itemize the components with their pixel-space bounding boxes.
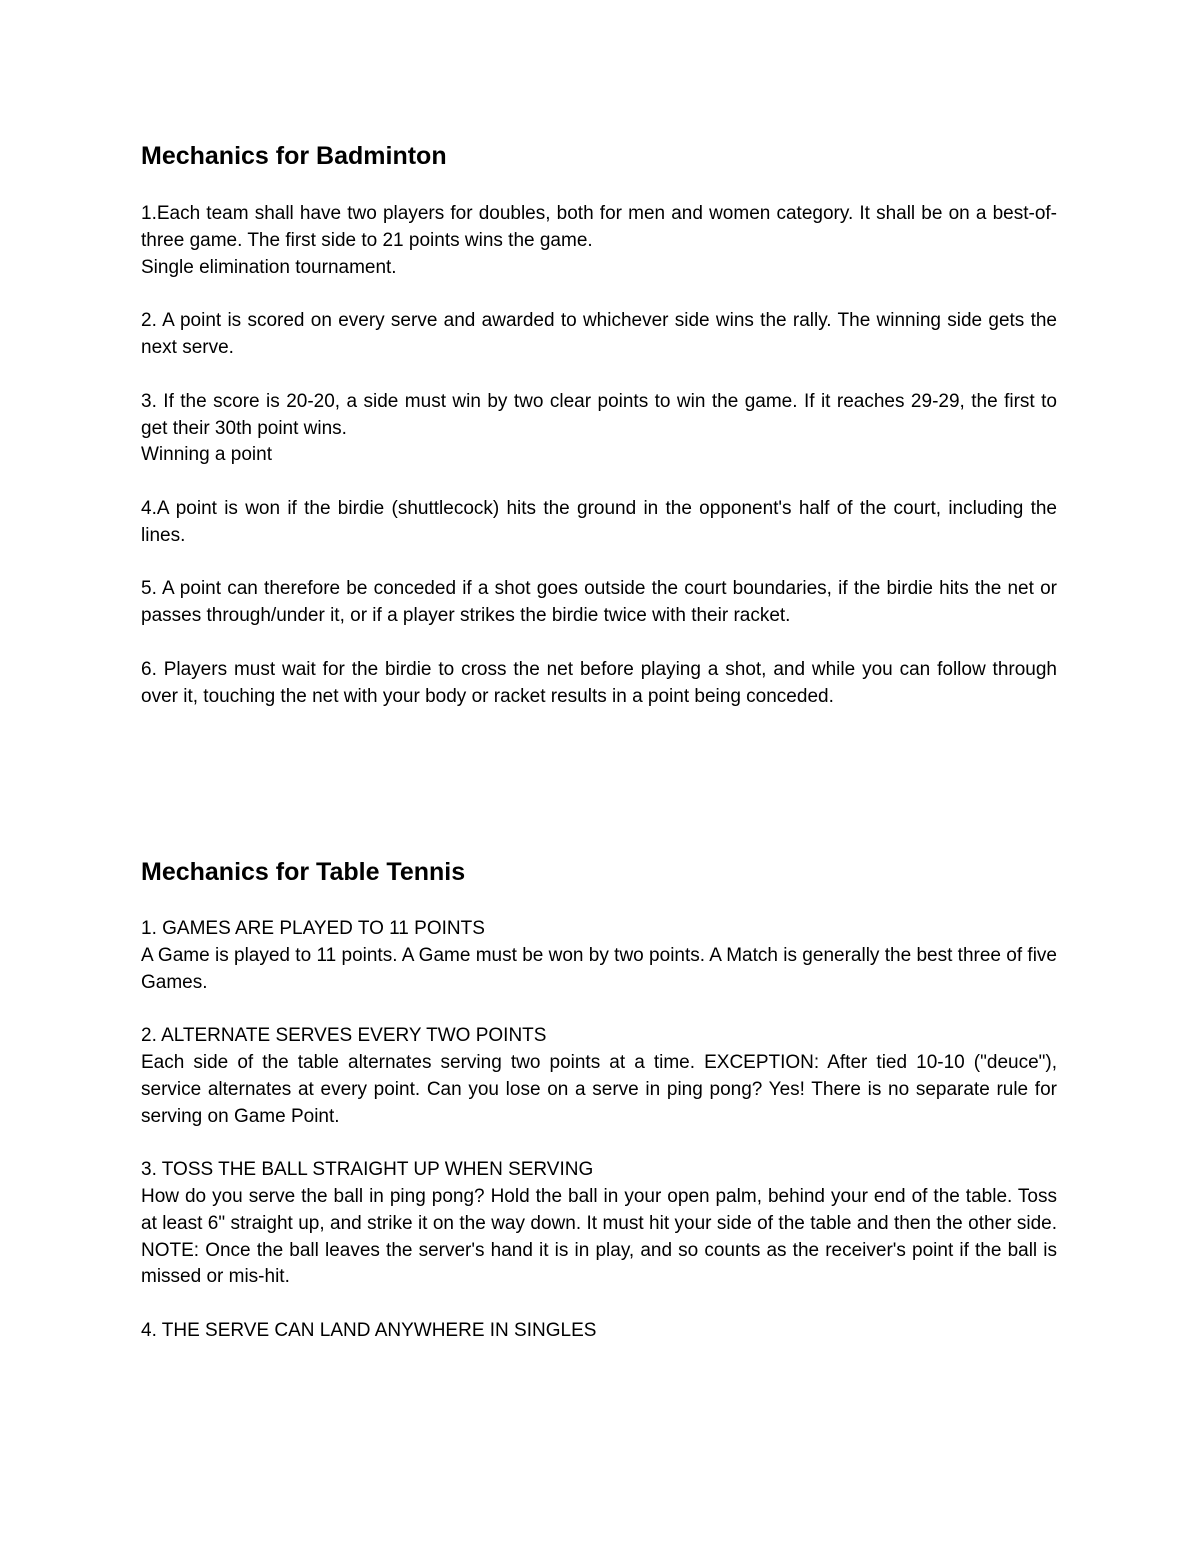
badminton-title: Mechanics for Badminton [141,142,447,170]
table-tennis-rule-2-body: Each side of the table alternates serving two points at a time. EXCEPTION: After tied 10-10 ("deuce"), service alternates at every point. Can you lose on a serve in ping pong? Yes! There is no separate rule for serving on Game Point. [141,1052,1057,1127]
badminton-rule-1: 1.Each team shall have two players for doubles, both for men and women category. It shall be on a best-of-three game. The first side to 21 points wins the game. [141,203,1057,251]
table-tennis-rule-1-heading: 1. GAMES ARE PLAYED TO 11 POINTS [141,918,485,939]
badminton-rule-3: 3. If the score is 20-20, a side must win by two clear points to win the game. If it reaches 29-29, the first to get their 30th point wins. [141,391,1057,439]
badminton-subheading: Winning a point [141,444,272,465]
badminton-rule-4: 4.A point is won if the birdie (shuttlecock) hits the ground in the opponent's half of the court, including the lines. [141,498,1057,546]
table-tennis-title: Mechanics for Table Tennis [141,858,466,886]
table-tennis-rule-3-heading: 3. TOSS THE BALL STRAIGHT UP WHEN SERVING [141,1159,594,1180]
badminton-rule-2: 2. A point is scored on every serve and awarded to whichever side wins the rally. The winning side gets the next serve. [141,310,1057,358]
badminton-rule-5: 5. A point can therefore be conceded if a shot goes outside the court boundaries, if the birdie hits the net or passes through/under it, or if a player strikes the birdie twice with their racket. [141,578,1057,626]
table-tennis-rule-1-body: A Game is played to 11 points. A Game must be won by two points. A Match is generally the best three of five Games. [141,945,1057,993]
table-tennis-rule-3-body: How do you serve the ball in ping pong? Hold the ball in your open palm, behind your end of the table. Toss at least 6" straight up, and strike it on the way down. It must hit your side of the table and then the other side. NOTE: Once the ball leaves the server's hand it is in play, and so counts as the receiver's point if the ball is missed or mis-hit. [141,1186,1057,1288]
table-tennis-rule-4-heading: 4. THE SERVE CAN LAND ANYWHERE IN SINGLES [141,1320,597,1341]
badminton-rule-1-note: Single elimination tournament. [141,257,397,278]
table-tennis-rule-2-heading: 2. ALTERNATE SERVES EVERY TWO POINTS [141,1025,547,1046]
badminton-rule-6: 6. Players must wait for the birdie to cross the net before playing a shot, and while you can follow through over it, touching the net with your body or racket results in a point being conceded. [141,659,1057,707]
